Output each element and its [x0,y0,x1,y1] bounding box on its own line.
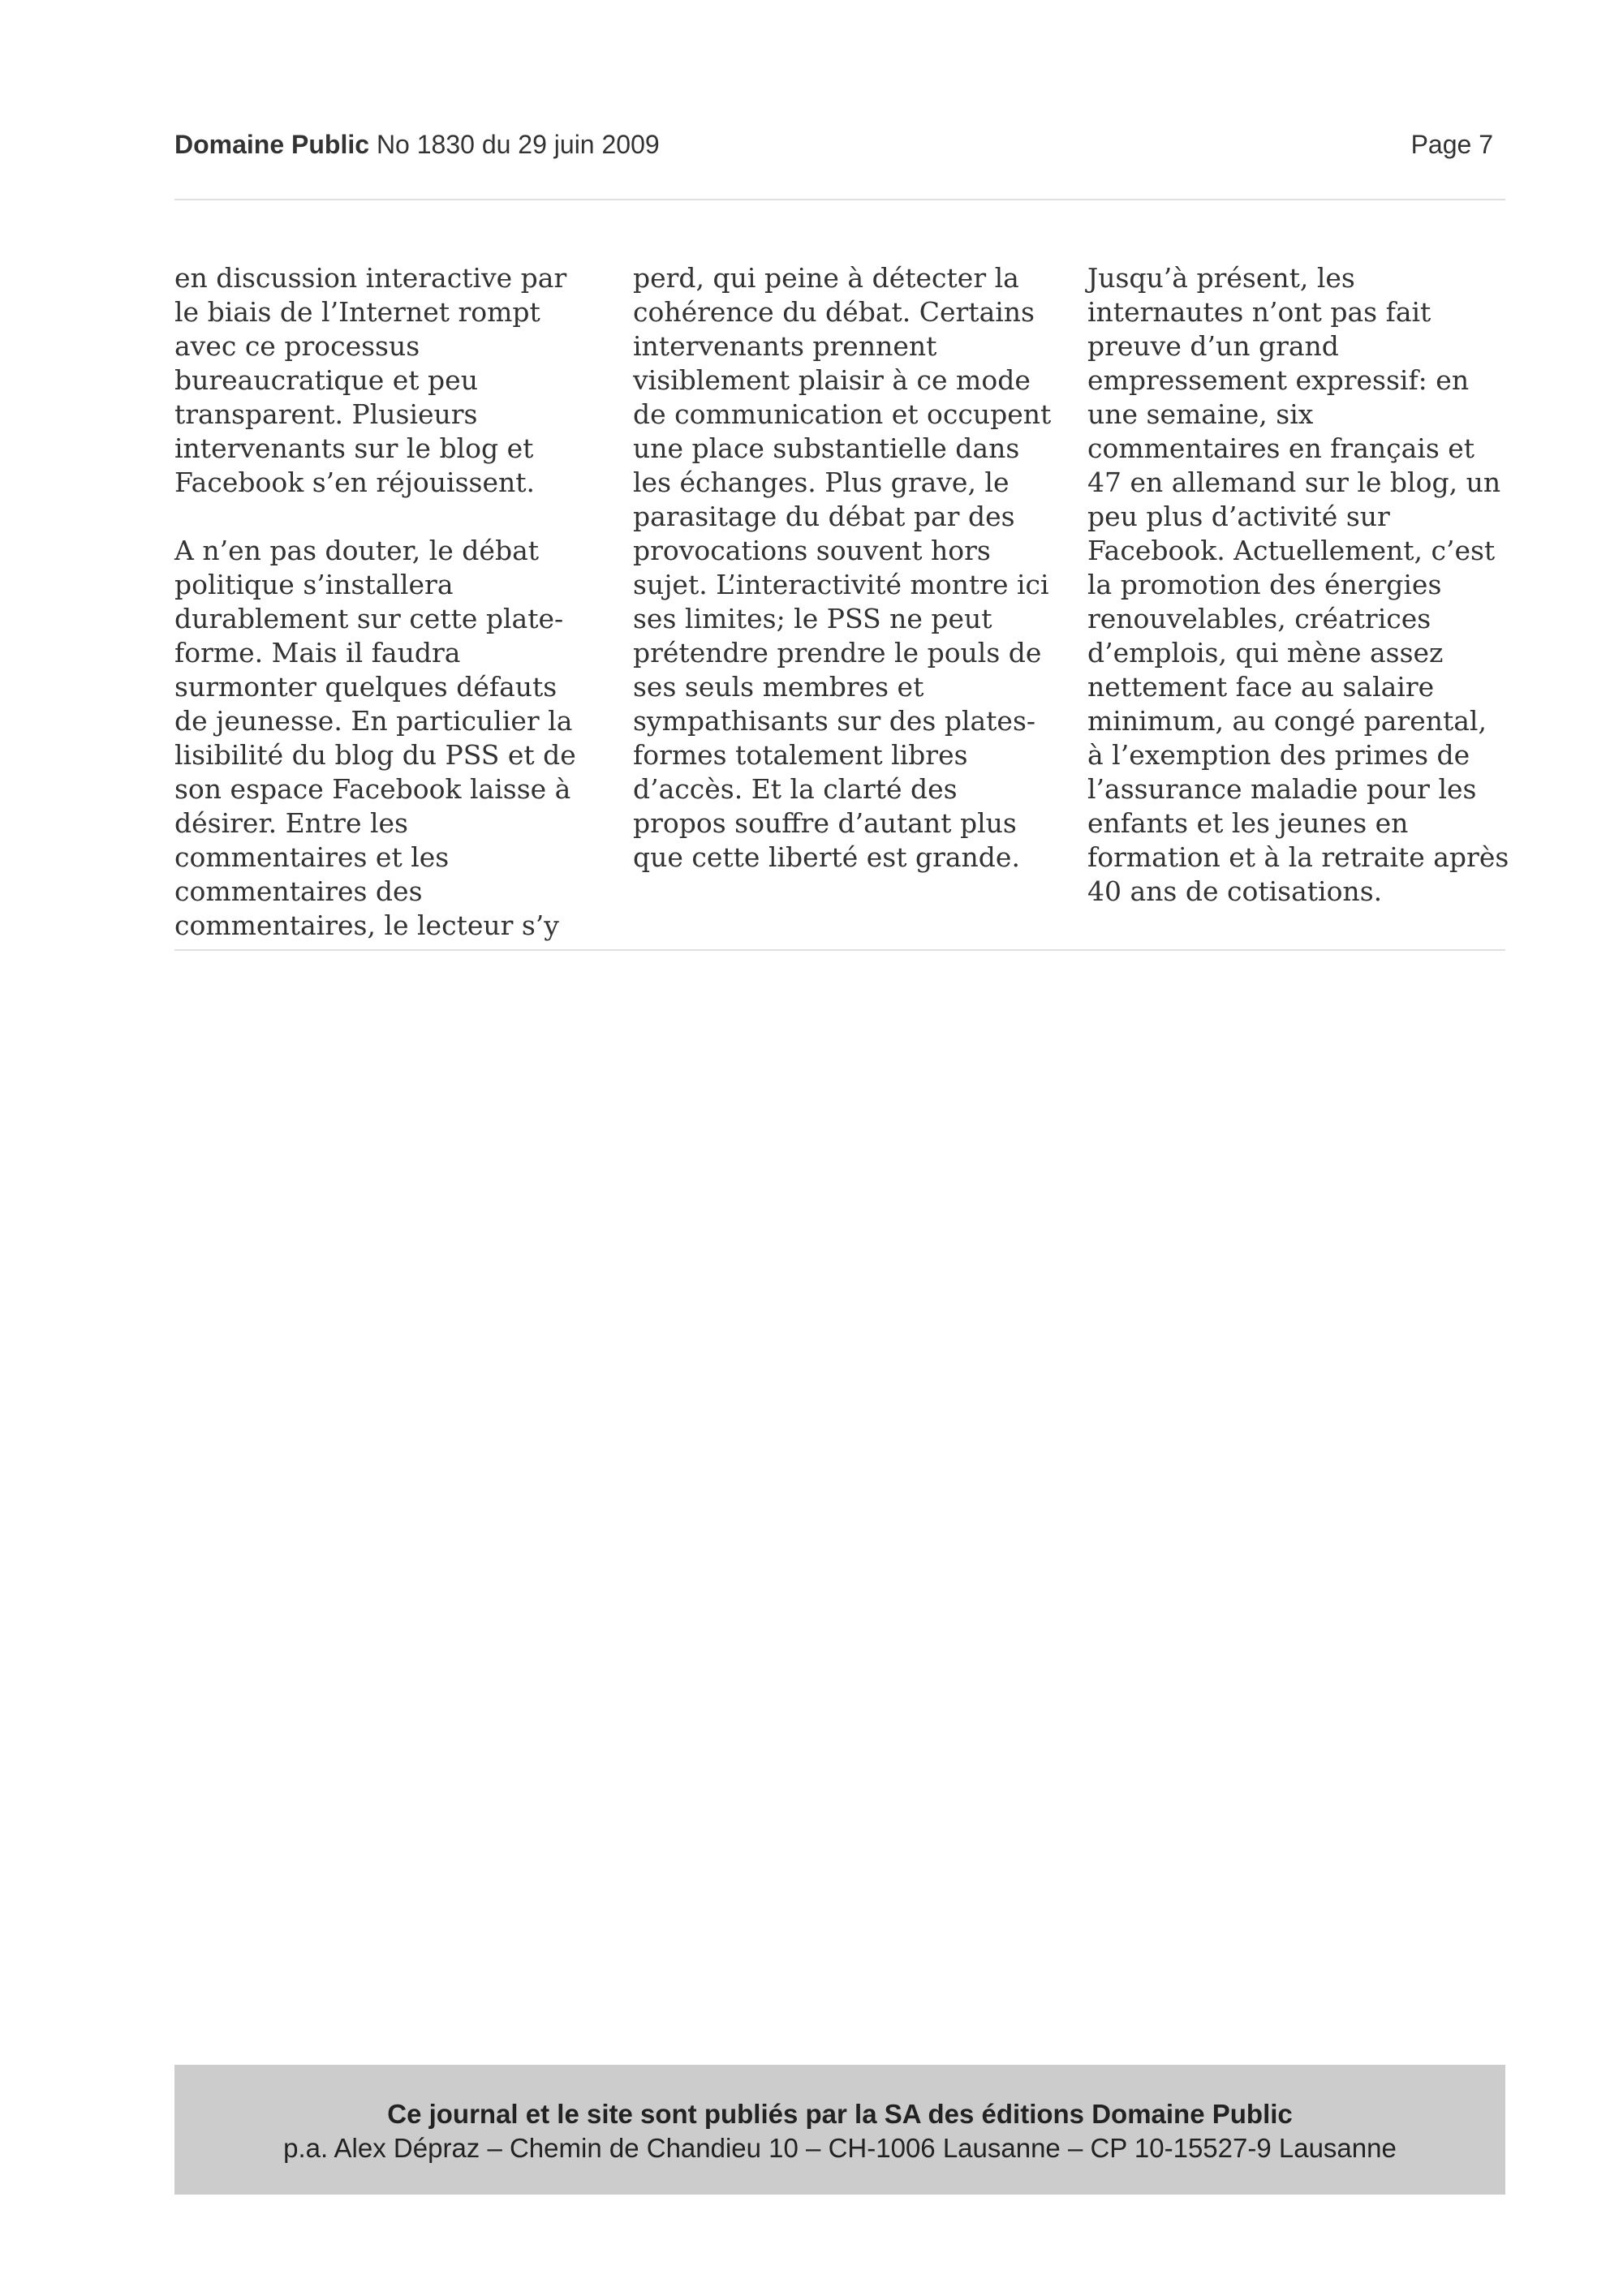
publisher-footer [174,2065,1505,2195]
column-3 [1087,261,1509,943]
column-3-paragraph-1: Jusqu’à présent, les internautes n’ont pas fait preuve d’un grand empressement expressif: en une semaine, six commentaires en français et 47 en allemand sur le blog, un peu plus d’activité sur Facebook. Actuellement, c’est la promotion des énergies renouvelables, créatrices d’emplois, qui mène assez nettement face au salaire minimum, au congé parental, à l’exemption des primes de l’assurance maladie pour les enfants et les jeunes en formation et à la retraite après 40 ans de cotisations. [1087,262,1509,907]
issue-info: No 1830 du 29 juin 2009 [376,130,660,159]
page-header [174,130,1505,170]
header-left [174,130,660,160]
article-end-divider [174,949,1505,951]
column-1-paragraph-2: A n’en pas douter, le débat politique s’installera durablement sur cette plate-forme. Mais il faudra surmonter quelques défauts de jeunesse. En particulier la lisibilité du blog du PSS et de son espace Facebook laisse à désirer. Entre les commentaires et les commentaires des commentaires, le lecteur s’y [174,535,576,941]
column-1 [174,261,596,977]
publication-name: Domaine Public [174,130,370,159]
column-2-paragraph-1: perd, qui peine à détecter la cohérence du débat. Certains intervenants prennent visiblement plaisir à ce mode de communication et occupent une place substantielle dans les échanges. Plus grave, le parasitage du débat par des provocations souvent hors sujet. L’interactivité montre ici ses limites; le PSS ne peut prétendre prendre le pouls de ses seuls membres et sympathisants sur des plates-formes totalement libres d’accès. Et la clarté des propos souffre d’autant plus que cette liberté est grande. [633,262,1052,873]
column-2 [633,261,1055,909]
article-columns [174,261,1509,941]
column-1-paragraph-1: en discussion interactive par le biais de l’Internet rompt avec ce processus bureaucratique et peu transparent. Plusieurs intervenants sur le blog et Facebook s’en réjouissent. [174,262,567,498]
footer-publisher-line: Ce journal et le site sont publiés par la SA des éditions Domaine Public [387,2099,1293,2129]
footer-address-line: p.a. Alex Dépraz – Chemin de Chandieu 10 – CH-1006 Lausanne – CP 10-15527-9 Lausanne [283,2133,1397,2163]
page-number: Page 7 [1410,130,1493,159]
header-divider [174,199,1505,200]
